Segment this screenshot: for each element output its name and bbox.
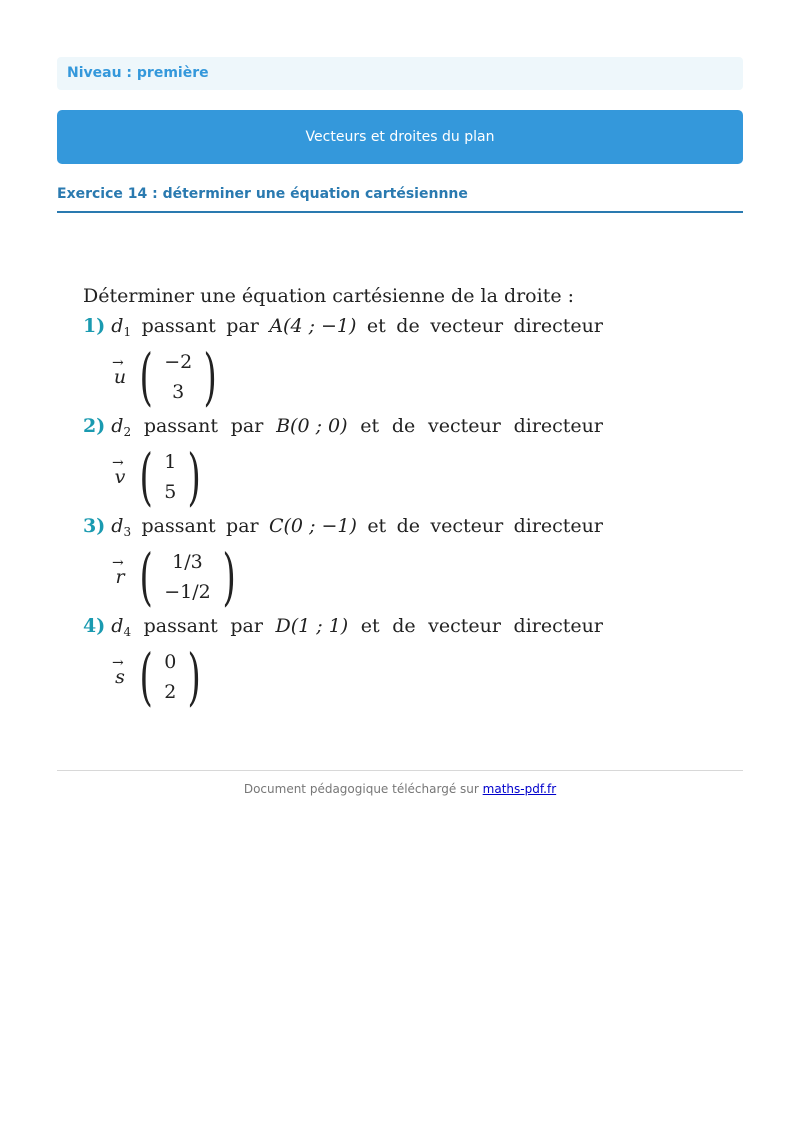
vector-display bbox=[110, 540, 603, 613]
vector-y: −1/2 bbox=[164, 581, 211, 603]
word: directeur bbox=[513, 415, 603, 437]
line-subscript: 1 bbox=[123, 325, 132, 339]
list-item bbox=[83, 514, 603, 613]
vector-y: 2 bbox=[164, 681, 177, 703]
word: par bbox=[226, 315, 259, 337]
item-statement bbox=[83, 614, 603, 644]
word: passant bbox=[141, 315, 216, 337]
word: de bbox=[392, 615, 416, 637]
point: D(1 ; 1) bbox=[275, 615, 349, 637]
right-paren: ) bbox=[203, 340, 217, 413]
exercise-intro: Déterminer une équation cartésienne de la droite : bbox=[83, 285, 575, 307]
word: et bbox=[367, 515, 387, 537]
vector-arrow-icon: → bbox=[112, 355, 124, 371]
left-paren: ( bbox=[139, 640, 153, 713]
vector-name bbox=[110, 555, 130, 588]
exercise-title: Exercice 14 : déterminer une équation cartésiennne bbox=[57, 186, 743, 213]
vector-name bbox=[110, 355, 130, 388]
vector-x: 1/3 bbox=[172, 551, 203, 573]
list-item bbox=[83, 314, 603, 413]
footer-text: Document pédagogique téléchargé sur bbox=[243, 782, 479, 796]
page-title: Vecteurs et droites du plan bbox=[57, 110, 743, 164]
vector-coordinates bbox=[158, 647, 182, 707]
word: de bbox=[391, 415, 416, 437]
word: directeur bbox=[513, 615, 603, 637]
item-statement bbox=[83, 314, 603, 344]
word: par bbox=[230, 615, 263, 637]
vector-y: 5 bbox=[164, 481, 177, 503]
vector-letter: u bbox=[113, 366, 127, 388]
word: et bbox=[366, 315, 386, 337]
vector-letter: v bbox=[114, 466, 126, 488]
word: vecteur bbox=[428, 615, 501, 637]
item-statement bbox=[83, 414, 603, 444]
footer-link[interactable]: maths-pdf.fr bbox=[482, 782, 557, 796]
line-name: d bbox=[111, 315, 124, 337]
vector-x: 0 bbox=[164, 651, 177, 673]
vector-x: 1 bbox=[164, 451, 177, 473]
point: A(4 ; −1) bbox=[269, 315, 357, 337]
vector-y: 3 bbox=[172, 381, 185, 403]
word: vecteur bbox=[430, 515, 504, 537]
vector-x: −2 bbox=[164, 351, 193, 373]
word: et bbox=[360, 415, 380, 437]
line-subscript: 4 bbox=[123, 625, 132, 639]
right-paren: ) bbox=[222, 540, 236, 613]
level-badge: Niveau : première bbox=[57, 57, 743, 90]
line-name: d bbox=[111, 615, 124, 637]
line-subscript: 3 bbox=[123, 525, 132, 539]
vector-arrow-icon: → bbox=[112, 555, 124, 571]
vector-coordinates bbox=[158, 347, 198, 407]
right-paren: ) bbox=[187, 440, 202, 513]
vector-display bbox=[110, 440, 603, 513]
vector-coordinates bbox=[158, 447, 182, 507]
word: directeur bbox=[513, 515, 603, 537]
point: B(0 ; 0) bbox=[276, 415, 348, 437]
word: de bbox=[396, 315, 420, 337]
footer-divider bbox=[57, 770, 743, 771]
item-number: 1) bbox=[83, 315, 106, 337]
word: passant bbox=[143, 615, 218, 637]
line-name: d bbox=[111, 515, 124, 537]
word: de bbox=[396, 515, 420, 537]
vector-letter: s bbox=[115, 666, 125, 688]
exercise-content bbox=[83, 284, 603, 714]
vector-name bbox=[110, 455, 130, 488]
word: et bbox=[360, 615, 380, 637]
line-name: d bbox=[111, 415, 124, 437]
vector-coordinates bbox=[158, 547, 217, 607]
right-paren: ) bbox=[187, 640, 202, 713]
word: vecteur bbox=[430, 315, 504, 337]
left-paren: ( bbox=[139, 340, 153, 413]
vector-name bbox=[110, 655, 130, 688]
vector-letter: r bbox=[115, 566, 125, 588]
point: C(0 ; −1) bbox=[268, 515, 357, 537]
word: par bbox=[226, 515, 259, 537]
list-item bbox=[83, 414, 603, 513]
footer bbox=[57, 782, 743, 796]
left-paren: ( bbox=[139, 440, 153, 513]
word: directeur bbox=[513, 315, 603, 337]
word: passant bbox=[141, 515, 216, 537]
list-item bbox=[83, 614, 603, 713]
item-number: 2) bbox=[83, 415, 106, 437]
line-subscript: 2 bbox=[123, 425, 132, 439]
word: vecteur bbox=[428, 415, 501, 437]
word: passant bbox=[143, 415, 219, 437]
word: par bbox=[230, 415, 264, 437]
vector-arrow-icon: → bbox=[112, 655, 124, 671]
vector-display bbox=[110, 340, 603, 413]
item-number: 3) bbox=[83, 515, 106, 537]
left-paren: ( bbox=[139, 540, 153, 613]
item-number: 4) bbox=[83, 615, 106, 637]
vector-arrow-icon: → bbox=[112, 455, 124, 471]
item-statement bbox=[83, 514, 603, 544]
vector-display bbox=[110, 640, 603, 713]
